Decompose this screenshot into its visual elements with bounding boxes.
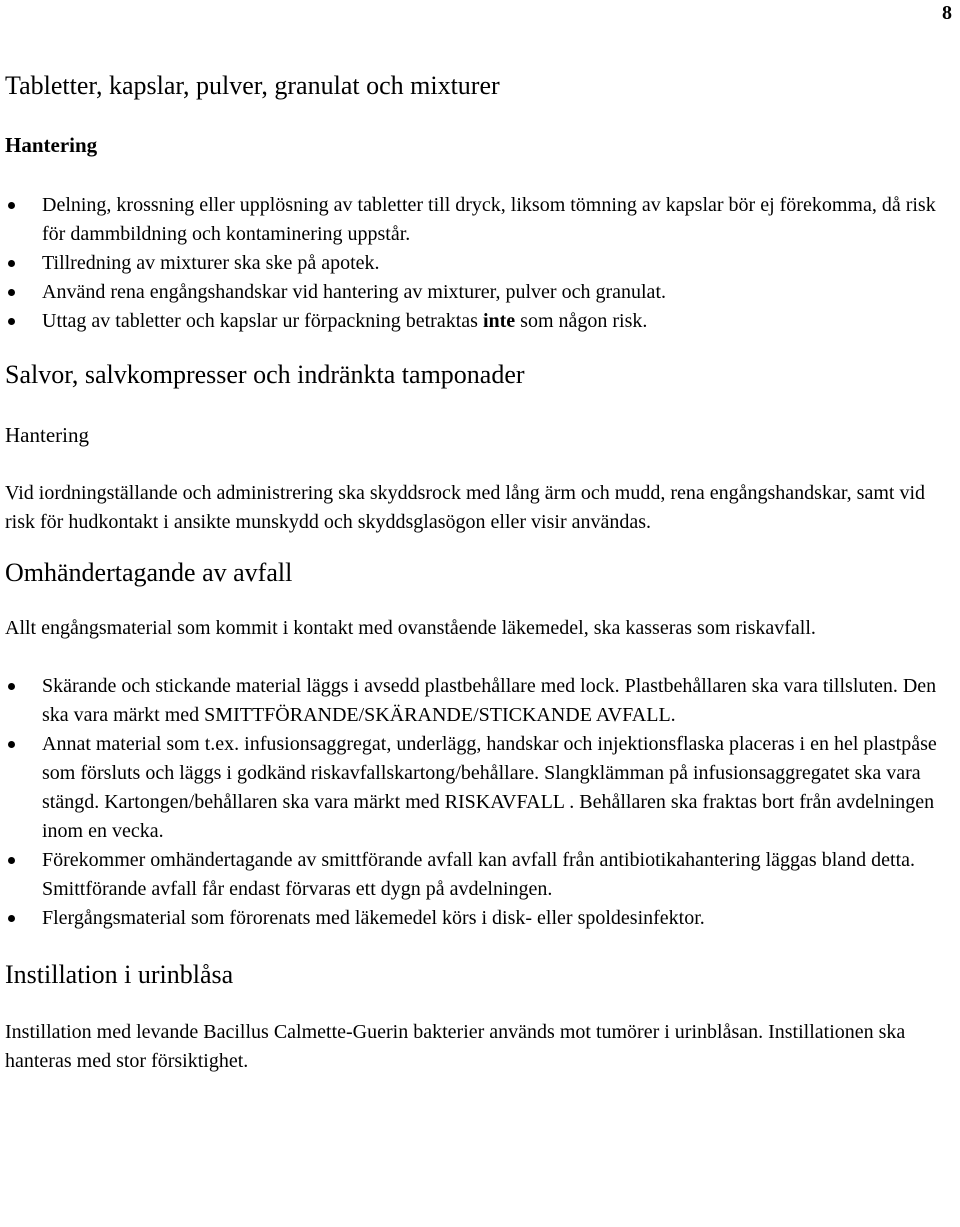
bullet-list-tabletter: [5, 191, 955, 336]
list-item: Flergångsmaterial som förorenats med läkemedel körs i disk- eller spoldesinfektor.: [5, 904, 955, 933]
list-item: Tillredning av mixturer ska ske på apotek.: [5, 249, 955, 278]
paragraph-salvor: Vid iordningställande och administrering ska skyddsrock med lång ärm och mudd, rena engångshandskar, samt vid risk för hudkontakt i ansikte munskydd och skyddsglasögon eller visir användas.: [5, 482, 926, 533]
section-title-tabletter: Tabletter, kapslar, pulver, granulat och mixturer: [5, 71, 500, 100]
bullet-list-avfall: [5, 672, 955, 933]
section-title-instillation: Instillation i urinblåsa: [5, 960, 234, 989]
section-title-salvor: Salvor, salvkompresser och indränkta tamponader: [5, 360, 525, 389]
list-item: Delning, krossning eller upplösning av tabletter till dryck, liksom tömning av kapslar bör ej förekomma, då risk för dammbildning och kontaminering uppstår.: [5, 191, 955, 249]
list-item: [5, 307, 955, 336]
section-title-avfall: Omhändertagande av avfall: [5, 558, 293, 587]
list-item: Skärande och stickande material läggs i avsedd plastbehållare med lock. Plastbehållaren ska vara tillsluten. Den ska vara märkt med SMITTFÖRANDE/SKÄRANDE/STICKANDE AVFALL.: [5, 672, 955, 730]
subheading-hantering-1: Hantering: [5, 133, 98, 157]
subheading-hantering-2: Hantering: [5, 423, 89, 447]
document-body: [5, 70, 955, 1076]
page-number: 8: [942, 2, 952, 24]
list-item-text: som någon risk.: [515, 310, 648, 332]
list-item-text: Uttag av tabletter och kapslar ur förpackning betraktas: [42, 310, 483, 332]
emphasis-inte: inte: [482, 310, 516, 332]
list-item: Förekommer omhändertagande av smittförande avfall kan avfall från antibiotikahantering läggas bland detta. Smittförande avfall får endast förvaras ett dygn på avdelningen.: [5, 846, 955, 904]
list-item: Annat material som t.ex. infusionsaggregat, underlägg, handskar och injektionsflaska placeras i en hel plastpåse som försluts och läggs i godkänd riskavfallskartong/behållare. Slangklämman på infusionsaggregatet ska vara stängd. Kartongen/behållaren ska vara märkt med RISKAVFALL . Behållaren ska fraktas bort från avdelningen inom en vecka.: [5, 730, 955, 846]
paragraph-avfall: Allt engångsmaterial som kommit i kontakt med ovanstående läkemedel, ska kasseras som riskavfall.: [5, 617, 816, 639]
paragraph-instillation: Instillation med levande Bacillus Calmette-Guerin bakterier används mot tumörer i urinblåsan. Instillationen ska hanteras med stor försiktighet.: [5, 1021, 906, 1072]
list-item: Använd rena engångshandskar vid hantering av mixturer, pulver och granulat.: [5, 278, 955, 307]
